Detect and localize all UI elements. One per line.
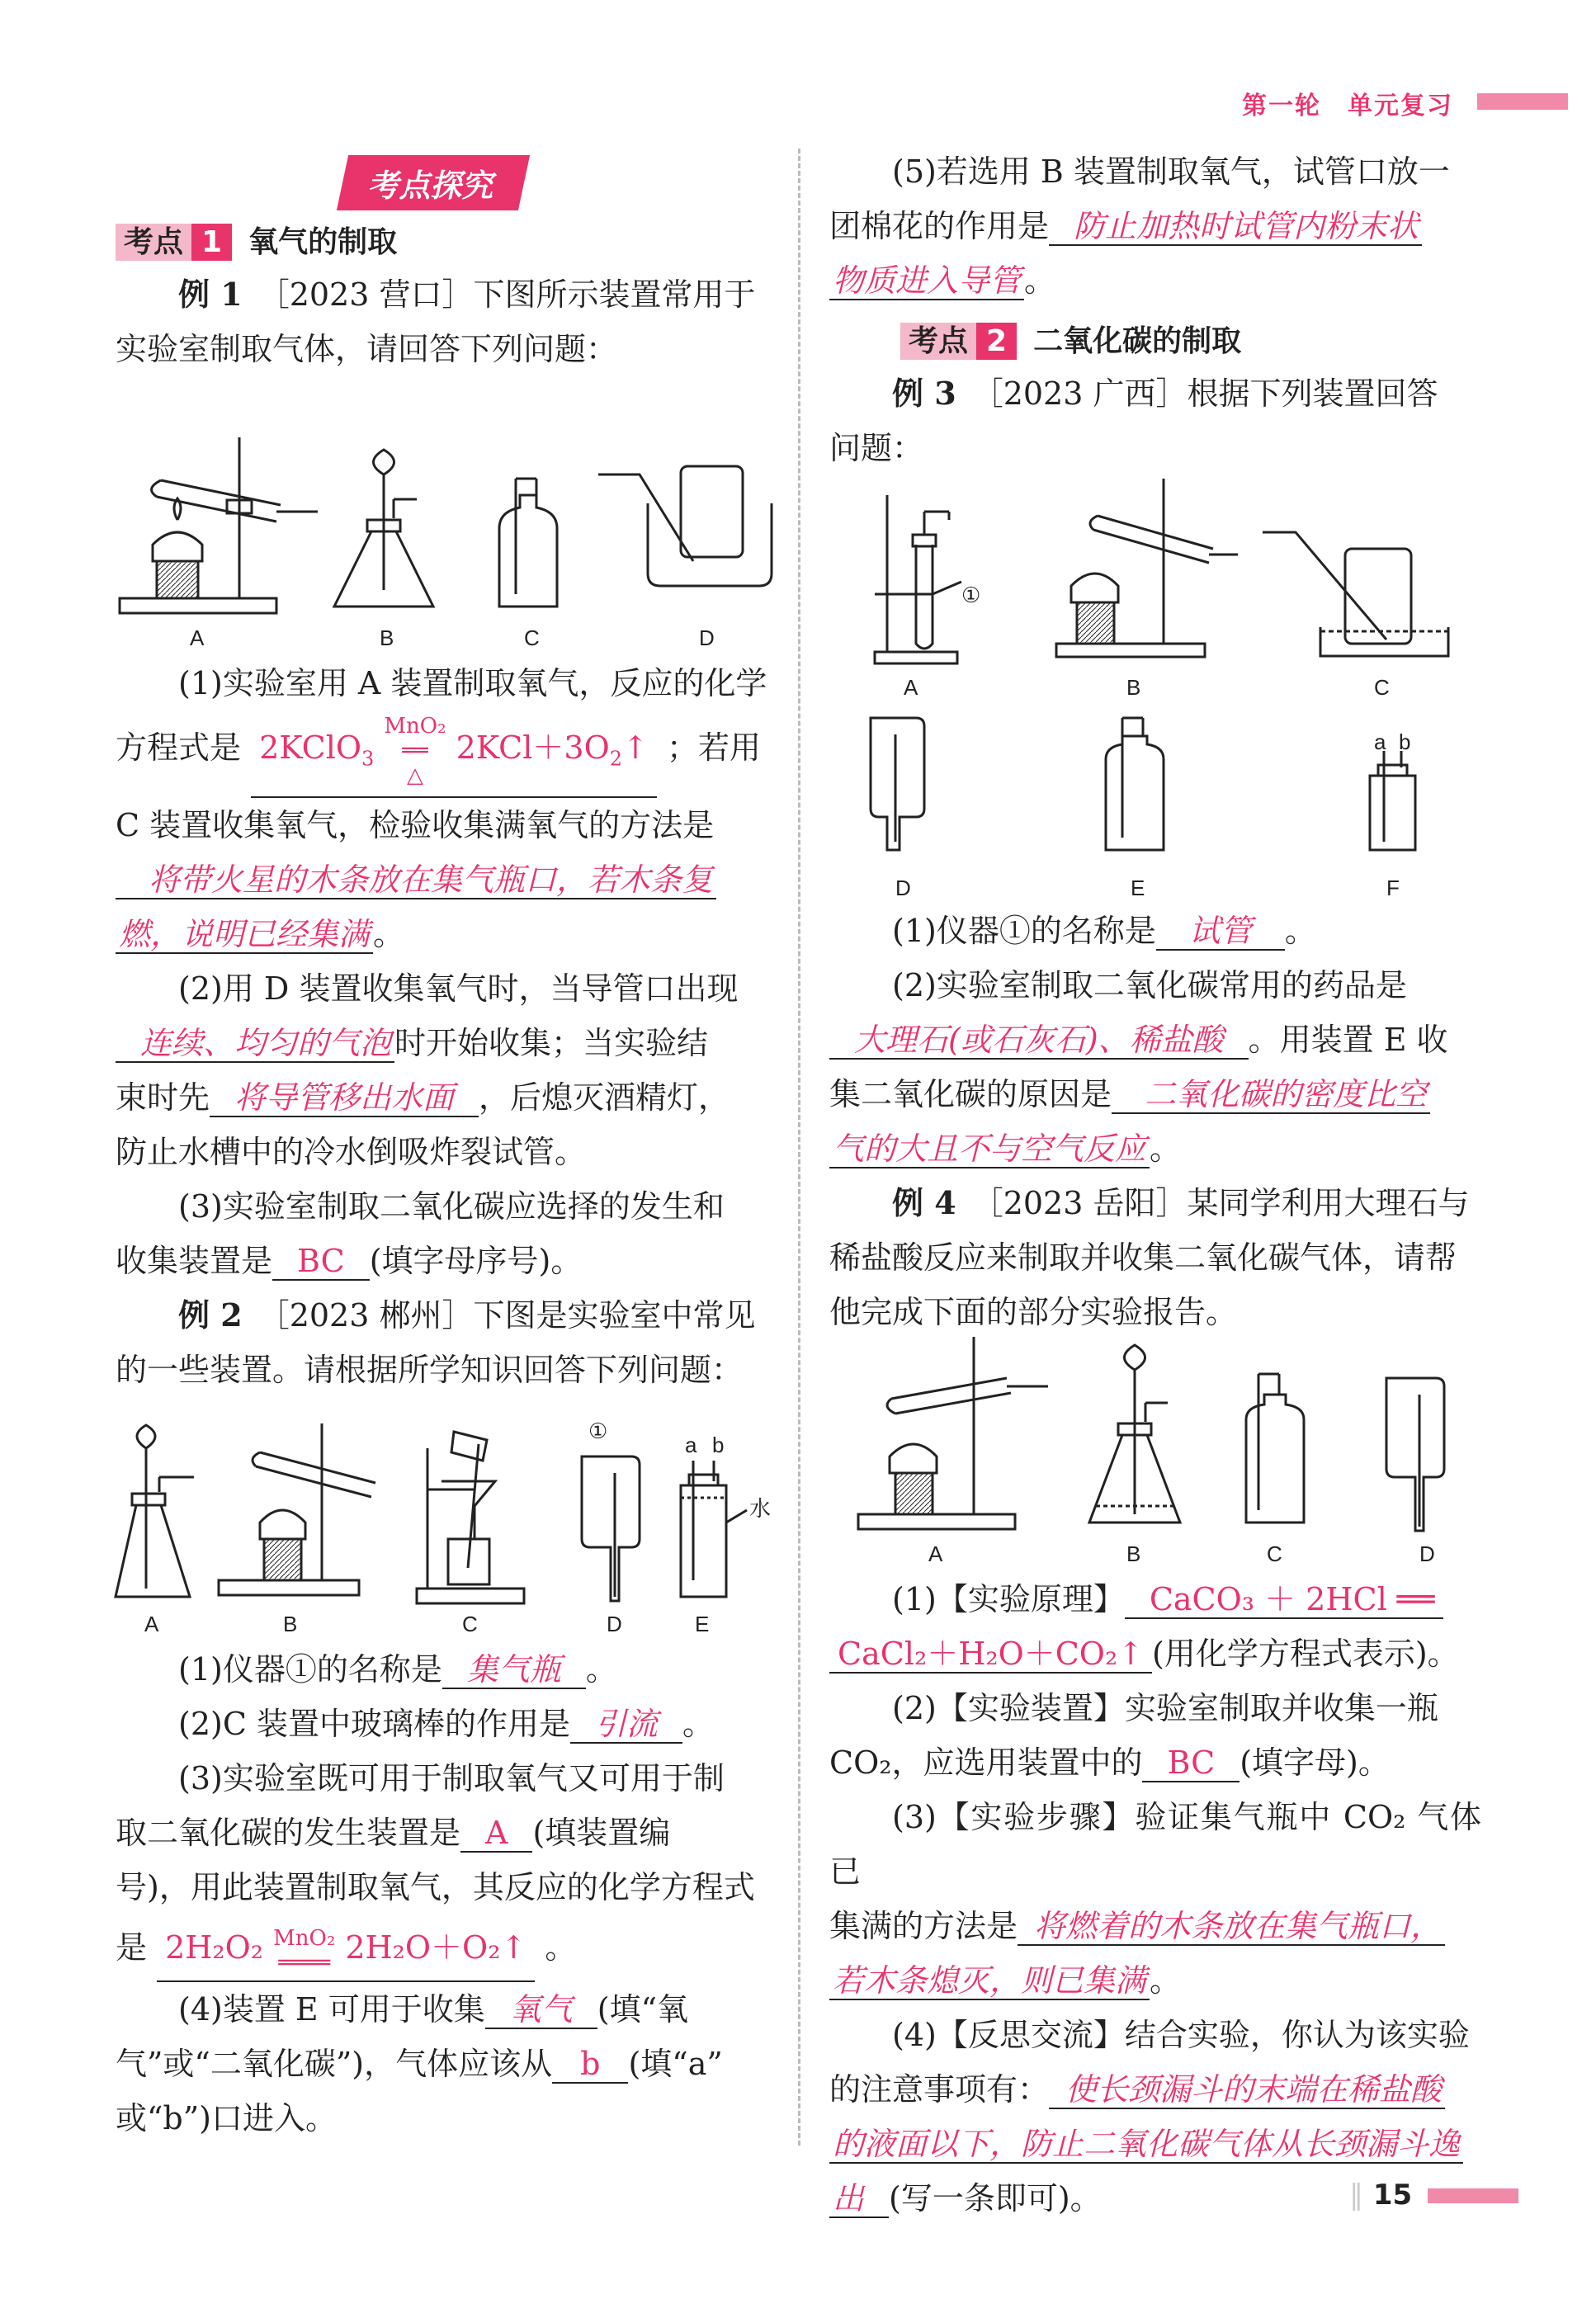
ex2-circ-1: ① bbox=[588, 1419, 608, 1443]
ex3-circ-1: ① bbox=[961, 583, 981, 607]
ex2-apparatus-figure bbox=[111, 1415, 788, 1638]
ex3-label-b-port: b bbox=[1399, 729, 1411, 754]
ex3-q1: (1)仪器①的名称是 试管 。 bbox=[892, 913, 1316, 949]
ex1-q2-a: (2)用 D 装置收集氧气时，当导管口出现 bbox=[178, 970, 739, 1007]
ex2-q5-a: (5)若选用 B 装置制取氧气，试管口放一 bbox=[892, 153, 1450, 190]
ex3-intro: 例 3 ［2023 广西］根据下列装置回答 bbox=[892, 375, 1438, 412]
left-column-3 bbox=[116, 1642, 767, 2146]
kd2-heading: 考点 2 二氧化碳的制取 bbox=[900, 318, 1241, 360]
ex4-q3-c: 若木条熄灭，则已集满 。 bbox=[829, 1953, 1481, 2008]
ex3-label-b: B bbox=[1126, 675, 1141, 700]
ex4-q2-a: (2)【实验装置】实验室制取并收集一瓶 bbox=[892, 1690, 1438, 1726]
page-number: ‖ 15 bbox=[1349, 2179, 1413, 2212]
ex2-q4-c: 气”或“二氧化碳”)，气体应该从 b (填“a” bbox=[116, 2046, 723, 2082]
ex2-q3-d: 号)，用此装置制取氧气，其反应的化学方程式 bbox=[116, 1869, 755, 1905]
right-column bbox=[829, 144, 1481, 475]
ex3-label-c: C bbox=[1374, 675, 1390, 700]
ex1-q3-a: (3)实验室制取二氧化碳应选择的发生和 bbox=[178, 1187, 725, 1225]
footer-decor-bar bbox=[1428, 2188, 1518, 2203]
ex2-q3-a: (3)实验室既可用于制取氧气又可用于制 bbox=[178, 1760, 725, 1796]
ex1-label-c: C bbox=[524, 626, 540, 650]
ex2-label-a: A bbox=[144, 1612, 159, 1636]
ex3-label-a: A bbox=[904, 675, 918, 700]
column-divider bbox=[798, 149, 800, 2146]
ex4-q3-b: 集满的方法是 将燃着的木条放在集气瓶口， bbox=[829, 1899, 1481, 1953]
ex1-q2-e: 防止水槽中的冷水倒吸炸裂试管。 bbox=[116, 1133, 587, 1170]
ex1-q2-c: 束时先 将导管移出水面 ，后熄灭酒精灯， bbox=[116, 1079, 730, 1116]
ex1-q1-ans2b: 燃，说明已经集满 。 bbox=[116, 907, 767, 961]
header-section: 第一轮 单元复习 bbox=[1242, 92, 1453, 120]
ex2-q4-e: 或“b”)口进入。 bbox=[116, 2100, 338, 2136]
ex2-water-label: 水 bbox=[749, 1496, 772, 1521]
ex3-label-d: D bbox=[895, 876, 911, 900]
ex2-label-b: B bbox=[283, 1612, 298, 1636]
ex1-q3-b: 收集装置是 BC (填字母序号)。 bbox=[116, 1242, 583, 1279]
ex1-q1-ans2: 将带火星的木条放在集气瓶口，若木条复 bbox=[116, 852, 767, 907]
ex4-q4-a: (4)【反思交流】结合实验，你认为该实验 bbox=[892, 2017, 1470, 2053]
ex4-q1-b: CaCl₂＋H₂O＋CO₂↑ (用化学方程式表示)。 bbox=[829, 1626, 1481, 1681]
ex1-label-a: A bbox=[190, 626, 205, 650]
ex2-q5-b: 团棉花的作用是 防止加热时试管内粉末状 bbox=[829, 199, 1481, 253]
ex3-label-f: F bbox=[1386, 876, 1400, 900]
ex4-q3-a: (3)【实验步骤】验证集气瓶中 CO₂ 气体已 bbox=[829, 1799, 1481, 1890]
ex2-q2: (2)C 装置中玻璃棒的作用是 引流 。 bbox=[178, 1706, 715, 1742]
ex2-q1: (1)仪器①的名称是 集气瓶 。 bbox=[178, 1651, 617, 1688]
kd1-heading: 考点 1 氧气的制取 bbox=[116, 219, 397, 261]
ex3-q2-a: (2)实验室制取二氧化碳常用的药品是 bbox=[892, 967, 1407, 1003]
ex2-intro: 例 2 ［2023 郴州］下图是实验室中常见 bbox=[178, 1296, 756, 1334]
ex4-q4-c: 的液面以下，防止二氧化碳气体从长颈漏斗逸 bbox=[829, 2117, 1481, 2171]
ex4-label-a: A bbox=[928, 1541, 943, 1566]
left-column bbox=[116, 219, 767, 376]
ex4-q2-b: CO₂，应选用装置中的 BC (填字母)。 bbox=[829, 1744, 1390, 1781]
ex3-label-e: E bbox=[1131, 876, 1145, 900]
ex2-q3-equation: 2H₂O₂ MnO₂ ════ 2H₂O＋O₂↑ bbox=[157, 1914, 535, 1982]
ex2-label-e: E bbox=[695, 1612, 710, 1636]
ex3-label-a-port: a bbox=[1374, 729, 1386, 754]
ex1-q1-b: 方程式是 2KClO$_3$ MnO₂ ══ △ $2KCl+3O_2↑$ ；若用 bbox=[116, 711, 767, 798]
ex1-intro2: 实验室制取气体，请回答下列问题： bbox=[116, 331, 618, 367]
ex4-q4-b: 的注意事项有： 使长颈漏斗的末端在稀盐酸 bbox=[829, 2062, 1481, 2117]
ex1-q1-a: (1)实验室用 A 装置制取氧气，反应的化学 bbox=[178, 665, 767, 701]
ex4-intro3: 他完成下面的部分实验报告。 bbox=[829, 1294, 1238, 1330]
ex1-apparatus-figure bbox=[111, 429, 772, 660]
ex1-q2-b: 连续、均匀的气泡 时开始收集；当实验结 bbox=[116, 1016, 767, 1070]
ex2-q4-a: (4)装置 E 可用于收集 氧气 (填“氧 bbox=[178, 1991, 689, 2028]
ex1-q1-d: C 装置收集氧气，检验收集满氧气的方法是 bbox=[116, 806, 715, 843]
right-column-2 bbox=[829, 904, 1481, 1339]
ex4-apparatus-figure bbox=[850, 1329, 1502, 1568]
ex3-intro2: 问题： bbox=[829, 430, 924, 466]
ex2-label-c: C bbox=[462, 1612, 478, 1636]
ex4-label-c: C bbox=[1267, 1541, 1282, 1566]
ex2-label-a-port: a bbox=[685, 1433, 697, 1457]
ex1-intro: 例 1 ［2023 营口］下图所示装置常用于 bbox=[178, 276, 756, 313]
left-column-2 bbox=[116, 656, 767, 1397]
ex3-q2-c: 集二氧化碳的原因是 二氧化碳的密度比空 bbox=[829, 1067, 1481, 1121]
header-decor-bar bbox=[1477, 93, 1568, 110]
section-tag: 考点探究 bbox=[342, 155, 524, 210]
ex4-intro: 例 4 ［2023 岳阳］某同学利用大理石与 bbox=[892, 1184, 1470, 1221]
ex2-label-b-port: b bbox=[712, 1433, 725, 1457]
ex1-q1-equation: 2KClO$_3$ MnO₂ ══ △ $2KCl+3O_2↑$ bbox=[251, 711, 657, 798]
ex4-label-d: D bbox=[1419, 1541, 1435, 1566]
ex3-apparatus-figure bbox=[858, 479, 1502, 908]
ex3-q2-d: 气的大且不与空气反应 。 bbox=[829, 1121, 1481, 1176]
ex2-q5-c: 物质进入导管 。 bbox=[829, 253, 1481, 308]
ex2-intro2: 的一些装置。请根据所学知识回答下列问题： bbox=[116, 1351, 744, 1388]
ex1-label-b: B bbox=[380, 626, 394, 650]
ex4-label-b: B bbox=[1126, 1541, 1141, 1566]
ex4-q4-d: 出 (写一条即可)。 bbox=[829, 2171, 1481, 2226]
ex3-q2-b: 大理石(或石灰石)、稀盐酸 。用装置 E 收 bbox=[829, 1013, 1481, 1067]
right-column-3 bbox=[829, 1572, 1481, 2226]
ex2-label-d: D bbox=[607, 1612, 622, 1636]
ex1-label-d: D bbox=[699, 626, 715, 650]
ex4-q1-a: (1)【实验原理】 CaCO₃ ＋ 2HCl ══ bbox=[829, 1572, 1481, 1626]
ex2-q3-e: 是 2H₂O₂ MnO₂ ════ 2H₂O＋O₂↑ 。 bbox=[116, 1914, 767, 1982]
ex2-q3-b: 取二氧化碳的发生装置是 A (填装置编 bbox=[116, 1815, 671, 1851]
ex4-intro2: 稀盐酸反应来制取并收集二氧化碳气体，请帮 bbox=[829, 1239, 1457, 1276]
